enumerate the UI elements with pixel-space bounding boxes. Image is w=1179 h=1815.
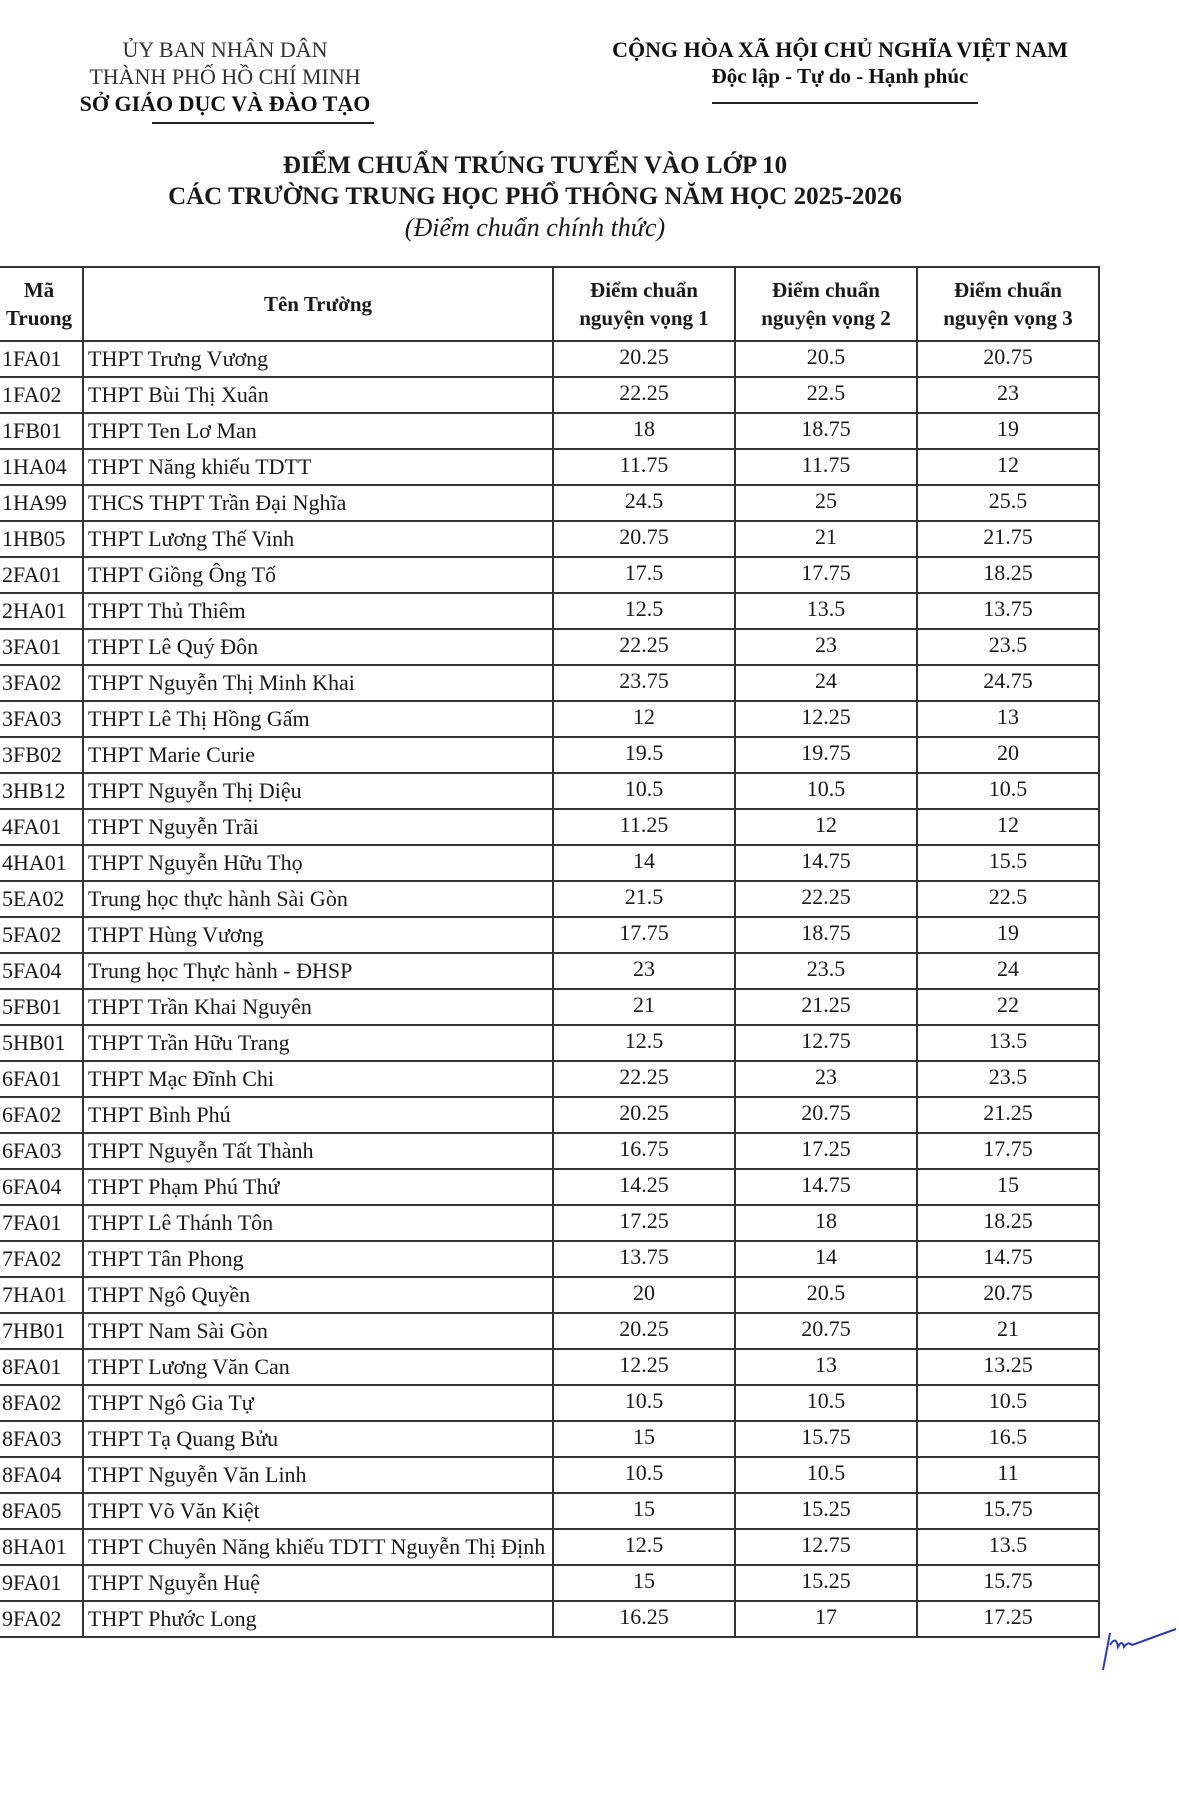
score-nv3: 21 — [917, 1313, 1099, 1349]
score-nv1: 21.5 — [553, 881, 735, 917]
score-nv1: 16.25 — [553, 1601, 735, 1637]
table-row — [0, 1097, 1099, 1133]
score-nv1: 12.5 — [553, 1529, 735, 1565]
score-nv1: 17.25 — [553, 1205, 735, 1241]
score-nv3: 13.25 — [917, 1349, 1099, 1385]
school-name: THPT Ngô Quyền — [83, 1277, 553, 1313]
score-nv3: 24.75 — [917, 665, 1099, 701]
school-code: 2FA01 — [0, 557, 83, 593]
table-row — [0, 1349, 1099, 1385]
score-nv2: 23 — [735, 1061, 917, 1097]
agency-department: SỞ GIÁO DỤC VÀ ĐÀO TẠO — [79, 91, 371, 116]
score-nv2: 12 — [735, 809, 917, 845]
table-row — [0, 1529, 1099, 1565]
score-nv3: 15.75 — [917, 1565, 1099, 1601]
score-nv2: 15.25 — [735, 1493, 917, 1529]
school-name: THPT Ngô Gia Tự — [83, 1385, 553, 1421]
score-nv3: 13 — [917, 701, 1099, 737]
table-row — [0, 665, 1099, 701]
school-name: THPT Nguyễn Hữu Thọ — [83, 845, 553, 881]
school-name: THPT Bùi Thị Xuân — [83, 377, 553, 413]
school-name: THPT Lê Thị Hồng Gấm — [83, 701, 553, 737]
score-nv1: 23.75 — [553, 665, 735, 701]
admission-scores-table — [0, 266, 1100, 1638]
school-code: 7HB01 — [0, 1313, 83, 1349]
score-nv3: 15 — [917, 1169, 1099, 1205]
score-nv1: 17.75 — [553, 917, 735, 953]
table-row — [0, 1565, 1099, 1601]
score-nv3: 18.25 — [917, 557, 1099, 593]
school-code: 2HA01 — [0, 593, 83, 629]
table-row — [0, 1601, 1099, 1637]
signature-mark — [1098, 1625, 1178, 1675]
school-code: 3FA03 — [0, 701, 83, 737]
school-code: 7FA01 — [0, 1205, 83, 1241]
table-row — [0, 773, 1099, 809]
score-nv1: 19.5 — [553, 737, 735, 773]
school-name: THPT Nam Sài Gòn — [83, 1313, 553, 1349]
school-name: THPT Nguyễn Thị Minh Khai — [83, 665, 553, 701]
school-name: THPT Tân Phong — [83, 1241, 553, 1277]
score-nv2: 14.75 — [735, 1169, 917, 1205]
school-code: 6FA01 — [0, 1061, 83, 1097]
school-code: 6FA02 — [0, 1097, 83, 1133]
score-nv3: 20.75 — [917, 341, 1099, 377]
agency-line: THÀNH PHỐ HỒ CHÍ MINH — [89, 64, 361, 89]
table-row — [0, 341, 1099, 377]
school-code: 6FA03 — [0, 1133, 83, 1169]
score-nv1: 11.75 — [553, 449, 735, 485]
school-code: 8FA02 — [0, 1385, 83, 1421]
school-name: THPT Trưng Vương — [83, 341, 553, 377]
score-nv2: 10.5 — [735, 1457, 917, 1493]
score-nv3: 23 — [917, 377, 1099, 413]
score-nv2: 20.75 — [735, 1313, 917, 1349]
score-nv1: 17.5 — [553, 557, 735, 593]
table-row — [0, 701, 1099, 737]
score-nv1: 13.75 — [553, 1241, 735, 1277]
score-nv2: 13.5 — [735, 593, 917, 629]
school-code: 1HA04 — [0, 449, 83, 485]
score-nv2: 12.25 — [735, 701, 917, 737]
table-row — [0, 737, 1099, 773]
school-code: 5FB01 — [0, 989, 83, 1025]
col-header-code: Mã Truong — [0, 267, 83, 341]
school-code: 1HB05 — [0, 521, 83, 557]
score-nv2: 13 — [735, 1349, 917, 1385]
score-nv1: 11.25 — [553, 809, 735, 845]
issuing-agency — [40, 36, 410, 117]
score-nv1: 15 — [553, 1565, 735, 1601]
table-row — [0, 1241, 1099, 1277]
school-code: 1HA99 — [0, 485, 83, 521]
school-name: THPT Trần Hữu Trang — [83, 1025, 553, 1061]
school-code: 5FA02 — [0, 917, 83, 953]
score-nv2: 22.5 — [735, 377, 917, 413]
score-nv3: 21.75 — [917, 521, 1099, 557]
school-code: 8FA04 — [0, 1457, 83, 1493]
school-name: Trung học Thực hành - ĐHSP — [83, 953, 553, 989]
score-nv3: 22 — [917, 989, 1099, 1025]
table-row — [0, 1385, 1099, 1421]
score-nv1: 23 — [553, 953, 735, 989]
school-name: THPT Giồng Ông Tố — [83, 557, 553, 593]
school-code: 5FA04 — [0, 953, 83, 989]
score-nv1: 22.25 — [553, 629, 735, 665]
score-nv2: 17.25 — [735, 1133, 917, 1169]
school-code: 7FA02 — [0, 1241, 83, 1277]
score-nv3: 13.5 — [917, 1025, 1099, 1061]
school-name: THPT Phước Long — [83, 1601, 553, 1637]
document-title — [60, 150, 1010, 243]
score-nv1: 20.25 — [553, 341, 735, 377]
school-code: 1FA01 — [0, 341, 83, 377]
score-nv1: 12.25 — [553, 1349, 735, 1385]
table-row — [0, 881, 1099, 917]
score-nv2: 17.75 — [735, 557, 917, 593]
school-name: THPT Tạ Quang Bửu — [83, 1421, 553, 1457]
title-line: CÁC TRƯỜNG TRUNG HỌC PHỔ THÔNG NĂM HỌC 2025-2026 — [168, 183, 902, 210]
table-row — [0, 413, 1099, 449]
school-code: 8FA01 — [0, 1349, 83, 1385]
score-nv2: 22.25 — [735, 881, 917, 917]
col-header-nv1: Điểm chuẩn nguyện vọng 1 — [553, 267, 735, 341]
school-code: 1FB01 — [0, 413, 83, 449]
score-nv2: 17 — [735, 1601, 917, 1637]
score-nv1: 20.25 — [553, 1097, 735, 1133]
school-name: THPT Võ Văn Kiệt — [83, 1493, 553, 1529]
school-name: THPT Nguyễn Văn Linh — [83, 1457, 553, 1493]
school-code: 9FA01 — [0, 1565, 83, 1601]
col-header-nv3: Điểm chuẩn nguyện vọng 3 — [917, 267, 1099, 341]
school-name: Trung học thực hành Sài Gòn — [83, 881, 553, 917]
score-nv3: 25.5 — [917, 485, 1099, 521]
score-nv2: 21.25 — [735, 989, 917, 1025]
score-nv3: 20 — [917, 737, 1099, 773]
score-nv1: 20.25 — [553, 1313, 735, 1349]
score-nv3: 21.25 — [917, 1097, 1099, 1133]
score-nv3: 11 — [917, 1457, 1099, 1493]
table-row — [0, 917, 1099, 953]
score-nv1: 10.5 — [553, 1457, 735, 1493]
score-nv2: 12.75 — [735, 1529, 917, 1565]
school-name: THPT Chuyên Năng khiếu TDTT Nguyễn Thị Định — [83, 1529, 553, 1565]
score-nv2: 21 — [735, 521, 917, 557]
school-name: THPT Lê Quý Đôn — [83, 629, 553, 665]
score-nv1: 20.75 — [553, 521, 735, 557]
divider — [152, 122, 374, 124]
score-nv3: 13.75 — [917, 593, 1099, 629]
score-nv3: 22.5 — [917, 881, 1099, 917]
table-row — [0, 593, 1099, 629]
score-nv3: 18.25 — [917, 1205, 1099, 1241]
score-nv2: 24 — [735, 665, 917, 701]
score-nv3: 23.5 — [917, 1061, 1099, 1097]
score-nv3: 10.5 — [917, 1385, 1099, 1421]
table-row — [0, 1457, 1099, 1493]
score-nv3: 13.5 — [917, 1529, 1099, 1565]
score-nv1: 24.5 — [553, 485, 735, 521]
score-nv2: 18 — [735, 1205, 917, 1241]
score-nv2: 18.75 — [735, 917, 917, 953]
divider — [712, 102, 978, 104]
score-nv3: 12 — [917, 449, 1099, 485]
score-nv3: 19 — [917, 917, 1099, 953]
table-row — [0, 557, 1099, 593]
national-motto — [560, 36, 1120, 90]
table-row — [0, 1277, 1099, 1313]
score-nv2: 25 — [735, 485, 917, 521]
score-nv3: 15.5 — [917, 845, 1099, 881]
school-name: THPT Hùng Vương — [83, 917, 553, 953]
score-nv2: 23.5 — [735, 953, 917, 989]
score-nv2: 15.75 — [735, 1421, 917, 1457]
school-code: 9FA02 — [0, 1601, 83, 1637]
table-row — [0, 809, 1099, 845]
table-row — [0, 1133, 1099, 1169]
score-nv1: 14.25 — [553, 1169, 735, 1205]
title-subtitle: (Điểm chuẩn chính thức) — [404, 213, 666, 242]
score-nv1: 21 — [553, 989, 735, 1025]
score-nv2: 10.5 — [735, 773, 917, 809]
score-nv3: 17.25 — [917, 1601, 1099, 1637]
school-name: THPT Marie Curie — [83, 737, 553, 773]
score-nv2: 23 — [735, 629, 917, 665]
score-nv1: 10.5 — [553, 1385, 735, 1421]
school-name: THPT Phạm Phú Thứ — [83, 1169, 553, 1205]
score-nv1: 22.25 — [553, 1061, 735, 1097]
score-nv3: 15.75 — [917, 1493, 1099, 1529]
table-row — [0, 449, 1099, 485]
school-code: 5EA02 — [0, 881, 83, 917]
score-nv2: 20.5 — [735, 341, 917, 377]
score-nv1: 10.5 — [553, 773, 735, 809]
score-nv1: 12.5 — [553, 593, 735, 629]
score-nv1: 15 — [553, 1421, 735, 1457]
school-name: THCS THPT Trần Đại Nghĩa — [83, 485, 553, 521]
score-nv2: 20.75 — [735, 1097, 917, 1133]
col-header-name: Tên Trường — [83, 267, 553, 341]
school-code: 4FA01 — [0, 809, 83, 845]
col-header-nv2: Điểm chuẩn nguyện vọng 2 — [735, 267, 917, 341]
school-code: 8FA05 — [0, 1493, 83, 1529]
title-line: ĐIỂM CHUẨN TRÚNG TUYỂN VÀO LỚP 10 — [282, 152, 788, 179]
score-nv2: 10.5 — [735, 1385, 917, 1421]
score-nv2: 14.75 — [735, 845, 917, 881]
school-code: 3FB02 — [0, 737, 83, 773]
score-nv1: 20 — [553, 1277, 735, 1313]
school-name: THPT Lương Thế Vinh — [83, 521, 553, 557]
score-nv2: 15.25 — [735, 1565, 917, 1601]
table-row — [0, 377, 1099, 413]
school-name: THPT Lương Văn Can — [83, 1349, 553, 1385]
table-row — [0, 1313, 1099, 1349]
school-code: 4HA01 — [0, 845, 83, 881]
school-code: 8FA03 — [0, 1421, 83, 1457]
school-code: 3HB12 — [0, 773, 83, 809]
score-nv3: 10.5 — [917, 773, 1099, 809]
school-code: 3FA01 — [0, 629, 83, 665]
school-name: THPT Nguyễn Tất Thành — [83, 1133, 553, 1169]
table-row — [0, 629, 1099, 665]
table-row — [0, 845, 1099, 881]
score-nv3: 14.75 — [917, 1241, 1099, 1277]
score-nv2: 19.75 — [735, 737, 917, 773]
score-nv1: 12.5 — [553, 1025, 735, 1061]
school-name: THPT Bình Phú — [83, 1097, 553, 1133]
score-nv3: 20.75 — [917, 1277, 1099, 1313]
school-name: THPT Nguyễn Huệ — [83, 1565, 553, 1601]
score-nv1: 16.75 — [553, 1133, 735, 1169]
score-nv1: 12 — [553, 701, 735, 737]
school-name: THPT Trần Khai Nguyên — [83, 989, 553, 1025]
school-code: 3FA02 — [0, 665, 83, 701]
table-row — [0, 1205, 1099, 1241]
score-nv3: 19 — [917, 413, 1099, 449]
school-code: 6FA04 — [0, 1169, 83, 1205]
score-nv3: 23.5 — [917, 629, 1099, 665]
table-row — [0, 953, 1099, 989]
school-name: THPT Năng khiếu TDTT — [83, 449, 553, 485]
school-code: 8HA01 — [0, 1529, 83, 1565]
table-row — [0, 1061, 1099, 1097]
score-nv1: 18 — [553, 413, 735, 449]
school-name: THPT Thủ Thiêm — [83, 593, 553, 629]
table-row — [0, 521, 1099, 557]
school-name: THPT Nguyễn Trãi — [83, 809, 553, 845]
score-nv2: 12.75 — [735, 1025, 917, 1061]
score-nv2: 11.75 — [735, 449, 917, 485]
school-name: THPT Ten Lơ Man — [83, 413, 553, 449]
agency-line: ỦY BAN NHÂN DÂN — [122, 37, 328, 62]
school-name: THPT Mạc Đĩnh Chi — [83, 1061, 553, 1097]
school-code: 1FA02 — [0, 377, 83, 413]
school-code: 5HB01 — [0, 1025, 83, 1061]
country-name: CỘNG HÒA XÃ HỘI CHỦ NGHĨA VIỆT NAM — [612, 37, 1068, 62]
score-nv2: 20.5 — [735, 1277, 917, 1313]
score-nv2: 14 — [735, 1241, 917, 1277]
table-row — [0, 1493, 1099, 1529]
motto: Độc lập - Tự do - Hạnh phúc — [711, 64, 969, 88]
score-nv3: 17.75 — [917, 1133, 1099, 1169]
score-nv3: 16.5 — [917, 1421, 1099, 1457]
score-nv1: 14 — [553, 845, 735, 881]
score-nv1: 22.25 — [553, 377, 735, 413]
table-row — [0, 989, 1099, 1025]
table-row — [0, 1421, 1099, 1457]
school-code: 7HA01 — [0, 1277, 83, 1313]
score-nv3: 12 — [917, 809, 1099, 845]
table-row — [0, 1025, 1099, 1061]
table-header-row — [0, 267, 1099, 341]
score-nv2: 18.75 — [735, 413, 917, 449]
school-name: THPT Nguyễn Thị Diệu — [83, 773, 553, 809]
table-row — [0, 1169, 1099, 1205]
score-nv1: 15 — [553, 1493, 735, 1529]
school-name: THPT Lê Thánh Tôn — [83, 1205, 553, 1241]
table-row — [0, 485, 1099, 521]
score-nv3: 24 — [917, 953, 1099, 989]
